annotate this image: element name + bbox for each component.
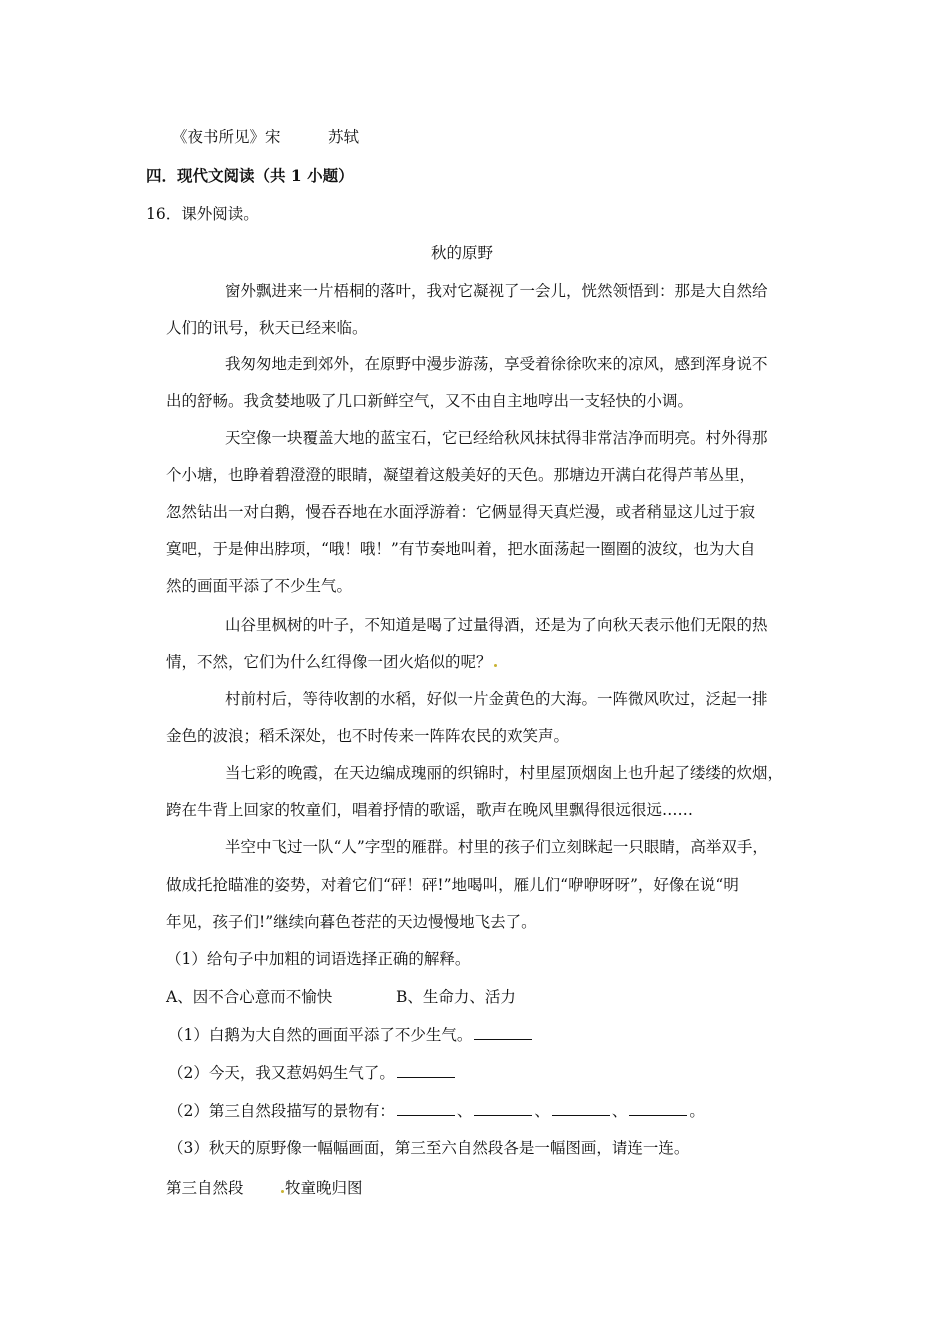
q2-prompt: （2）第三自然段描写的景物有： xyxy=(168,1102,395,1120)
paragraph-3-line-4: 寞吧，于是伸出脖项，“哦！哦！”有节奏地叫着，把水面荡起一圈圈的波纹，也为大自 xyxy=(166,540,756,558)
q1-item-1-text: （1）白鹅为大自然的画面平添了不少生气。 xyxy=(168,1026,473,1044)
q3-right-item-text: 牧童晚归图 xyxy=(285,1179,363,1197)
paragraph-4-line-2 xyxy=(166,651,497,673)
q1-item-2 xyxy=(168,1062,457,1084)
q3-prompt: （3）秋天的原野像一幅幅画面，第三至六自然段各是一幅图画，请连一连。 xyxy=(168,1139,690,1157)
paragraph-5-line-2: 金色的波浪；稻禾深处，也不时传来一阵阵农民的欢笑声。 xyxy=(166,727,570,745)
paragraph-5-line-1: 村前村后，等待收割的水稻，好似一片金黄色的大海。一阵微风吹过，泛起一排 xyxy=(225,690,768,708)
q1-item-1 xyxy=(168,1024,534,1046)
paragraph-3-line-5: 然的画面平添了不少生气。 xyxy=(166,577,353,595)
paragraph-7-line-3: 年见，孩子们!”继续向暮色苍茫的天边慢慢地飞去了。 xyxy=(166,913,537,931)
q1-item-2-text: （2）今天，我又惹妈妈生气了。 xyxy=(168,1064,395,1082)
paragraph-6-line-2: 跨在牛背上回家的牧童们，唱着抒情的歌谣，歌声在晚风里飘得很远很远…… xyxy=(166,801,694,819)
q1-option-a: A、因不合心意而不愉快 xyxy=(166,988,333,1006)
paragraph-4-line-2-text: 情，不然，它们为什么红得像一团火焰似的呢？ xyxy=(166,653,492,671)
section-heading-text: 四．现代文阅读（共 1 小题） xyxy=(146,166,354,185)
poem-title: 《夜书所见》宋 xyxy=(172,128,281,146)
paragraph-2-line-2: 出的舒畅。我贪婪地吸了几口新鲜空气，又不由自主地哼出一支轻快的小调。 xyxy=(166,392,694,410)
paragraph-3-line-3: 忽然钻出一对白鹅，慢吞吞地在水面浮游着：它俩显得天真烂漫，或者稍显这儿过于寂 xyxy=(166,503,756,521)
passage-title: 秋的原野 xyxy=(431,244,494,262)
paragraph-4-line-1: 山谷里枫树的叶子，不知道是喝了过量得酒，还是为了向秋天表示他们无限的热 xyxy=(225,616,768,634)
answer-blank[interactable] xyxy=(552,1101,610,1116)
paragraph-7-line-1: 半空中飞过一队“人”字型的雁群。村里的孩子们立刻眯起一只眼睛，高举双手， xyxy=(225,838,768,856)
marker-dot-icon xyxy=(281,1190,284,1193)
paragraph-2-line-1: 我匆匆地走到郊外，在原野中漫步游荡，享受着徐徐吹来的凉风，感到浑身说不 xyxy=(225,355,768,373)
paragraph-6-line-1: 当七彩的晚霞，在天边编成瑰丽的织锦时，村里屋顶烟囱上也升起了缕缕的炊烟， xyxy=(225,764,784,782)
answer-blank[interactable] xyxy=(474,1025,532,1040)
q2-line xyxy=(168,1100,705,1122)
q3-right-item[interactable] xyxy=(281,1177,363,1199)
question-label: 16．课外阅读。 xyxy=(146,205,259,223)
paragraph-3-line-2: 个小塘，也睁着碧澄澄的眼睛，凝望着这般美好的天色。那塘边开满白花得芦苇丛里， xyxy=(166,466,756,484)
q2-separator: 、 xyxy=(456,1102,473,1120)
q2-end: 。 xyxy=(689,1102,705,1120)
answer-blank[interactable] xyxy=(474,1101,532,1116)
q1-prompt: （1）给句子中加粗的词语选择正确的解释。 xyxy=(166,950,471,968)
marker-dot-icon xyxy=(494,664,497,667)
paragraph-3-line-1: 天空像一块覆盖大地的蓝宝石，它已经给秋风抹拭得非常洁净而明亮。村外得那 xyxy=(225,429,768,447)
paragraph-7-line-2: 做成托抢瞄准的姿势，对着它们“砰！砰!”地喝叫，雁儿们“咿咿呀呀”，好像在说“明 xyxy=(166,876,739,894)
answer-blank[interactable] xyxy=(629,1101,687,1116)
q2-separator: 、 xyxy=(611,1102,628,1120)
answer-blank[interactable] xyxy=(397,1101,455,1116)
answer-blank[interactable] xyxy=(397,1063,455,1078)
paragraph-1-line-1: 窗外飘进来一片梧桐的落叶，我对它凝视了一会儿，恍然领悟到：那是大自然给 xyxy=(225,282,768,300)
q1-option-b: B、生命力、活力 xyxy=(396,988,516,1006)
poem-author: 苏轼 xyxy=(328,128,360,146)
q2-separator: 、 xyxy=(534,1102,550,1120)
q3-left-item[interactable]: 第三自然段 xyxy=(166,1179,244,1197)
paragraph-1-line-2: 人们的讯号，秋天已经来临。 xyxy=(166,319,368,337)
